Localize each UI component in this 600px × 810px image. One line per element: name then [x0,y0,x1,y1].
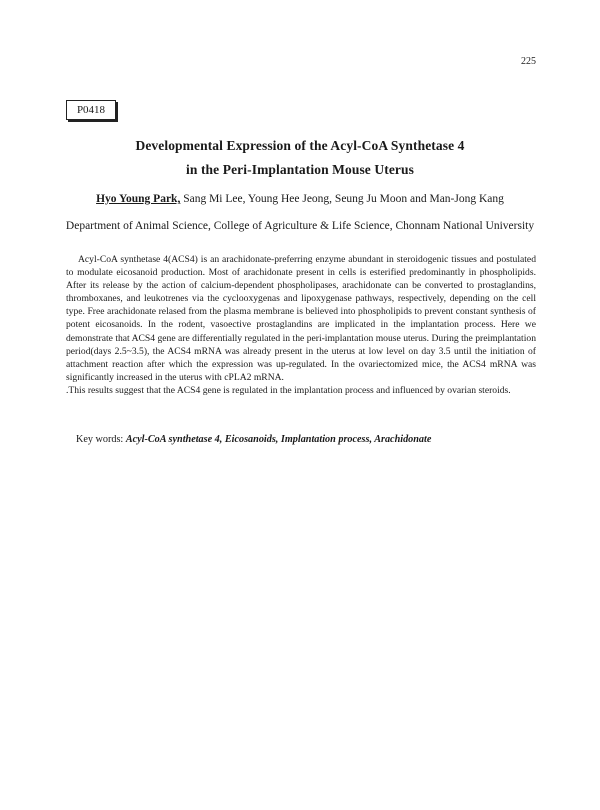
author-list [0,193,600,205]
paper-title-line-1: Developmental Expression of the Acyl-CoA Synthetase 4 [135,138,465,153]
co-authors: Sang Mi Lee, Young Hee Jeong, Seung Ju Moon and Man-Jong Kang [180,193,504,205]
abstract [66,253,536,397]
page-number: 225 [521,56,536,67]
paper-title-line-2: in the Peri-Implantation Mouse Uterus [186,162,414,177]
abstract-body: Acyl-CoA synthetase 4(ACS4) is an arachidonate-preferring enzyme abundant in steroidogenic tissues and postulated to modulate eicosanoid production. Most of arachidonate present in cells is esterified predominantly in phospholipids. After its release by the action of calcium-dependent phospholipases, arachidonate can be converted to prostaglandins, thromboxanes, and leukotrenes via the cyclooxygenas and lipoxygenase pathways, respectively, depending on the cell type. Free arachidonate relased from the plasma membrane is believed into phospholipids to prevent constant synthesis of potent eicosanoids. In the rodent, vasoective prostaglandins are implicated in the implantation process. Here we demonstrate that ACS4 gene are differentially regulated in the peri-implantation mouse uterus. During the preimplantation period(days 2.5~3.5), the ACS4 mRNA was already present in the uterus at low level on day 3.5 until the initiation of attachment reaction after which the expression was up-regulated. In the ovariectomized mice, the ACS4 mRNA was significantly increased in the uterus with cPLA2 mRNA. [66,254,536,383]
keywords-label: Key words: [76,434,126,445]
keywords-terms: Acyl-CoA synthetase 4, Eicosanoids, Implantation process, Arachidonate [125,434,432,445]
presenting-author: Hyo Young Park, [96,193,181,205]
abstract-conclusion: .This results suggest that the ACS4 gene is regulated in the implantation process and influenced by ovarian steroids. [66,384,511,396]
abstract-code-box: P0418 [66,100,116,120]
affiliation: Department of Animal Science, College of Agriculture & Life Science, Chonnam National University [65,220,535,232]
keywords [76,434,546,445]
